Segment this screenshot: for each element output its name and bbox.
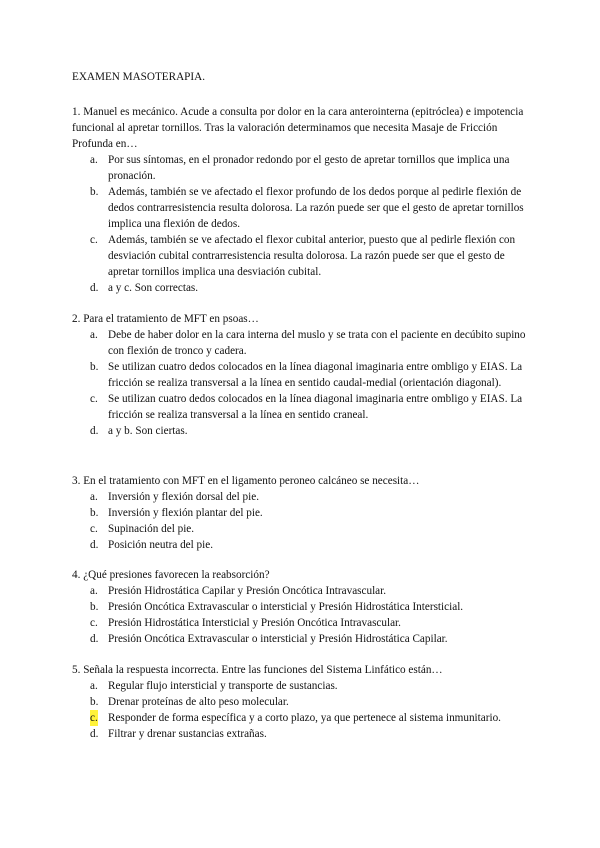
option-letter: b. [90,361,99,373]
option-c [72,615,532,631]
option-b [72,505,532,521]
highlighted-option-letter: c. [90,712,98,724]
options-list [72,327,532,439]
option-b [72,359,532,391]
option-a [72,327,532,359]
option-letter: d. [90,425,99,437]
option-text: Presión Oncótica Extravascular o intersticial y Presión Hidrostática Intersticial. [108,601,464,613]
option-d [72,423,532,439]
question-stem: 4. ¿Qué presiones favorecen la reabsorción? [72,569,270,581]
option-text: Regular flujo intersticial y transporte de sustancias. [108,680,338,692]
options-list [72,152,532,296]
option-text: Presión Oncótica Extravascular o intersticial y Presión Hidrostática Capilar. [108,633,448,645]
option-letter: d. [90,728,99,740]
question-stem: 1. Manuel es mecánico. Acude a consulta por dolor en la cara anterointerna (epitróclea) e impotencia funcional al apretar tornillos. Tras la valoración determinamos que necesita Masaje de Fricción Profunda en… [72,106,524,150]
option-text: Supinación del pie. [108,523,195,535]
option-d [72,280,532,296]
question-stem: 3. En el tratamiento con MFT en el ligamento peroneo calcáneo se necesita… [72,475,420,487]
option-b [72,184,532,232]
option-letter: a. [90,585,98,597]
option-text: Responder de forma específica y a corto plazo, ya que pertenece al sistema inmunitario. [108,712,501,724]
question-5 [72,662,532,742]
question-stem: 2. Para el tratamiento de MFT en psoas… [72,313,259,325]
option-text: Se utilizan cuatro dedos colocados en la línea diagonal imaginaria entre ombligo y EIAS. La fricción se realiza transversal a la línea en sentido caudal-medial (orientación diagonal). [108,361,523,389]
option-letter: b. [90,601,99,613]
option-letter: a. [90,491,98,503]
option-text: Debe de haber dolor en la cara interna del muslo y se trata con el paciente en decúbito supino con flexión de tronco y cadera. [108,329,526,357]
option-letter: a. [90,329,98,341]
option-a [72,678,532,694]
options-list [72,678,532,742]
option-d [72,537,532,553]
option-c [72,521,532,537]
option-text: Presión Hidrostática Intersticial y Presión Oncótica Intravascular. [108,617,401,629]
option-a [72,489,532,505]
option-letter: d. [90,539,99,551]
option-d [72,631,532,647]
option-text: Inversión y flexión plantar del pie. [108,507,263,519]
option-text: Por sus síntomas, en el pronador redondo por el gesto de apretar tornillos que implica una pronación. [108,154,510,182]
option-letter: c. [90,617,98,629]
option-letter: b. [90,696,99,708]
option-letter: b. [90,507,99,519]
question-4 [72,567,532,647]
option-text: Presión Hidrostática Capilar y Presión Oncótica Intravascular. [108,585,387,597]
option-letter: a. [90,154,98,166]
option-letter: d. [90,633,99,645]
option-c [72,391,532,423]
option-text: Drenar proteínas de alto peso molecular. [108,696,289,708]
option-text: Se utilizan cuatro dedos colocados en la línea diagonal imaginaria entre ombligo y EIAS. La fricción se realiza transversal a la línea en sentido craneal. [108,393,523,421]
question-2 [72,311,532,439]
question-1 [72,104,532,296]
question-3 [72,473,532,553]
option-letter: c. [90,523,98,535]
option-text: Filtrar y drenar sustancias extrañas. [108,728,267,740]
option-b [72,599,532,615]
option-letter: d. [90,282,99,294]
option-b [72,694,532,710]
exam-title: EXAMEN MASOTERAPIA. [72,71,206,83]
options-list [72,583,532,647]
option-letter: b. [90,186,99,198]
option-text: Además, también se ve afectado el flexor profundo de los dedos porque al pedirle flexión de dedos contrarresistencia resulta dolorosa. La razón puede ser que el gesto de apretar tornillos implica una flexión de dedos. [108,186,524,230]
option-d [72,726,532,742]
option-letter: c. [90,393,98,405]
option-letter: c. [90,234,98,246]
option-a [72,583,532,599]
option-text: Inversión y flexión dorsal del pie. [108,491,259,503]
question-stem: 5. Señala la respuesta incorrecta. Entre las funciones del Sistema Linfático están… [72,664,443,676]
option-text: Posición neutra del pie. [108,539,214,551]
option-text: Además, también se ve afectado el flexor cubital anterior, puesto que al pedirle flexión con desviación cubital contrarresistencia resulta dolorosa. La razón puede ser que el gesto de apretar tornillos implica una desviación cubital. [108,234,516,278]
option-c [72,710,532,726]
option-letter: a. [90,680,98,692]
options-list [72,489,532,553]
option-text: a y c. Son correctas. [108,282,199,294]
option-a [72,152,532,184]
option-text: a y b. Son ciertas. [108,425,188,437]
option-c [72,232,532,280]
